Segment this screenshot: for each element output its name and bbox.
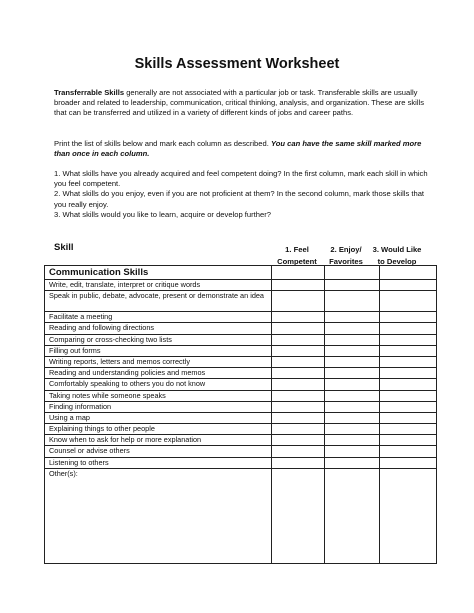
checkbox-cell-develop[interactable] — [380, 468, 437, 563]
checkbox-cell-develop[interactable] — [380, 424, 437, 435]
checkbox-cell-competent[interactable] — [272, 379, 325, 390]
question-1: 1. What skills have you already acquired and feel competent doing? In the first column, mark each skill in which you feel competent. — [54, 169, 428, 189]
checkbox-cell-competent[interactable] — [272, 356, 325, 367]
checkbox-cell-competent[interactable] — [272, 446, 325, 457]
checkbox-cell-competent[interactable] — [272, 334, 325, 345]
checkbox-cell-develop[interactable] — [380, 280, 437, 291]
table-row — [45, 379, 437, 390]
skill-label: Writing reports, letters and memos correctly — [45, 356, 272, 367]
feel-competent-header-line2: Competent — [277, 257, 317, 266]
instructions-emphasis: You can have the same skill marked more than once in each column. — [54, 139, 422, 159]
checkbox-cell-enjoy[interactable] — [325, 356, 380, 367]
checkbox-cell-competent[interactable] — [272, 424, 325, 435]
checkbox-cell-competent[interactable] — [272, 323, 325, 334]
checkbox-cell-competent[interactable] — [272, 312, 325, 323]
skill-label: Counsel or advise others — [45, 446, 272, 457]
checkbox-cell-competent[interactable] — [272, 401, 325, 412]
checkbox-cell-enjoy[interactable] — [325, 266, 380, 280]
skill-label: Speak in public, debate, advocate, present or demonstrate an idea — [45, 291, 272, 312]
checkbox-cell-enjoy[interactable] — [325, 323, 380, 334]
checkbox-cell-competent[interactable] — [272, 412, 325, 423]
checkbox-cell-competent[interactable] — [272, 368, 325, 379]
checkbox-cell-enjoy[interactable] — [325, 390, 380, 401]
checkbox-cell-develop[interactable] — [380, 401, 437, 412]
intro-text: generally are not associated with a particular job or task. Transferable skills are usually broader and related to leadership, communication, critical thinking, analysis, and organization. These are skills that can be transferred and utilized in a variety of different kinds of jobs and career paths. — [54, 88, 425, 118]
checkbox-cell-develop[interactable] — [380, 323, 437, 334]
checkbox-cell-competent[interactable] — [272, 266, 325, 280]
would-like-header-line2: to Develop — [377, 257, 417, 266]
table-row — [45, 356, 437, 367]
checkbox-cell-develop[interactable] — [380, 334, 437, 345]
checkbox-cell-enjoy[interactable] — [325, 468, 380, 563]
skill-label: Listening to others — [45, 457, 272, 468]
would-like-header-line1: 3. Would Like — [372, 245, 422, 254]
checkbox-cell-develop[interactable] — [380, 446, 437, 457]
checkbox-cell-competent[interactable] — [272, 457, 325, 468]
skill-label: Know when to ask for help or more explanation — [45, 435, 272, 446]
checkbox-cell-competent[interactable] — [272, 435, 325, 446]
table-row — [45, 280, 437, 291]
checkbox-cell-enjoy[interactable] — [325, 345, 380, 356]
skill-label: Explaining things to other people — [45, 424, 272, 435]
skill-label: Reading and following directions — [45, 323, 272, 334]
checkbox-cell-develop[interactable] — [380, 368, 437, 379]
skill-label: Comfortably speaking to others you do not know — [45, 379, 272, 390]
checkbox-cell-enjoy[interactable] — [325, 446, 380, 457]
checkbox-cell-competent[interactable] — [272, 280, 325, 291]
others-row — [45, 468, 437, 563]
checkbox-cell-develop[interactable] — [380, 412, 437, 423]
checkbox-cell-competent[interactable] — [272, 345, 325, 356]
checkbox-cell-enjoy[interactable] — [325, 368, 380, 379]
intro-lead: Transferrable Skills — [54, 88, 125, 97]
section-title: Communication Skills — [45, 266, 272, 280]
checkbox-cell-develop[interactable] — [380, 345, 437, 356]
skill-label: Reading and understanding policies and memos — [45, 368, 272, 379]
table-row — [45, 401, 437, 412]
table-row — [45, 446, 437, 457]
skill-label: Filling out forms — [45, 345, 272, 356]
instructions-paragraph — [54, 139, 432, 159]
checkbox-cell-enjoy[interactable] — [325, 334, 380, 345]
checkbox-cell-develop[interactable] — [380, 379, 437, 390]
checkbox-cell-develop[interactable] — [380, 356, 437, 367]
skill-label: Finding information — [45, 401, 272, 412]
checkbox-cell-develop[interactable] — [380, 291, 437, 312]
skill-column-header: Skill — [54, 242, 74, 253]
skill-label: Using a map — [45, 412, 272, 423]
checkbox-cell-develop[interactable] — [380, 435, 437, 446]
enjoy-favorites-header-line2: Favorites — [329, 257, 363, 266]
table-row — [45, 345, 437, 356]
instructions-text: Print the list of skills below and mark each column as described. — [54, 139, 271, 148]
table-row — [45, 435, 437, 446]
question-2: 2. What skills do you enjoy, even if you are not proficient at them? In the second column, mark those skills that you really enjoy. — [54, 189, 425, 209]
others-label[interactable]: Other(s): — [45, 468, 272, 563]
skill-label: Facilitate a meeting — [45, 312, 272, 323]
checkbox-cell-enjoy[interactable] — [325, 379, 380, 390]
checkbox-cell-develop[interactable] — [380, 390, 437, 401]
skill-label: Write, edit, translate, interpret or critique words — [45, 280, 272, 291]
question-3: 3. What skills would you like to learn, acquire or develop further? — [54, 209, 271, 219]
skill-label: Taking notes while someone speaks — [45, 390, 272, 401]
checkbox-cell-competent[interactable] — [272, 468, 325, 563]
checkbox-cell-enjoy[interactable] — [325, 401, 380, 412]
table-row — [45, 291, 437, 312]
table-row — [45, 390, 437, 401]
table-row — [45, 424, 437, 435]
table-row — [45, 457, 437, 468]
questions-list — [54, 169, 432, 220]
feel-competent-header-line1: 1. Feel — [285, 245, 309, 254]
section-row — [45, 266, 437, 280]
checkbox-cell-enjoy[interactable] — [325, 291, 380, 312]
table-row — [45, 312, 437, 323]
checkbox-cell-enjoy[interactable] — [325, 435, 380, 446]
checkbox-cell-enjoy[interactable] — [325, 412, 380, 423]
table-row — [45, 368, 437, 379]
checkbox-cell-develop[interactable] — [380, 457, 437, 468]
checkbox-cell-enjoy[interactable] — [325, 280, 380, 291]
table-row — [45, 323, 437, 334]
skill-label: Comparing or cross-checking two lists — [45, 334, 272, 345]
checkbox-cell-enjoy[interactable] — [325, 457, 380, 468]
checkbox-cell-enjoy[interactable] — [325, 312, 380, 323]
intro-paragraph — [54, 88, 432, 119]
checkbox-cell-develop[interactable] — [380, 266, 437, 280]
checkbox-cell-competent[interactable] — [272, 291, 325, 312]
table-row — [45, 412, 437, 423]
skills-table — [44, 265, 437, 564]
page-title: Skills Assessment Worksheet — [134, 56, 340, 72]
checkbox-cell-enjoy[interactable] — [325, 424, 380, 435]
checkbox-cell-develop[interactable] — [380, 312, 437, 323]
table-row — [45, 334, 437, 345]
checkbox-cell-competent[interactable] — [272, 390, 325, 401]
enjoy-favorites-header-line1: 2. Enjoy/ — [330, 245, 362, 254]
